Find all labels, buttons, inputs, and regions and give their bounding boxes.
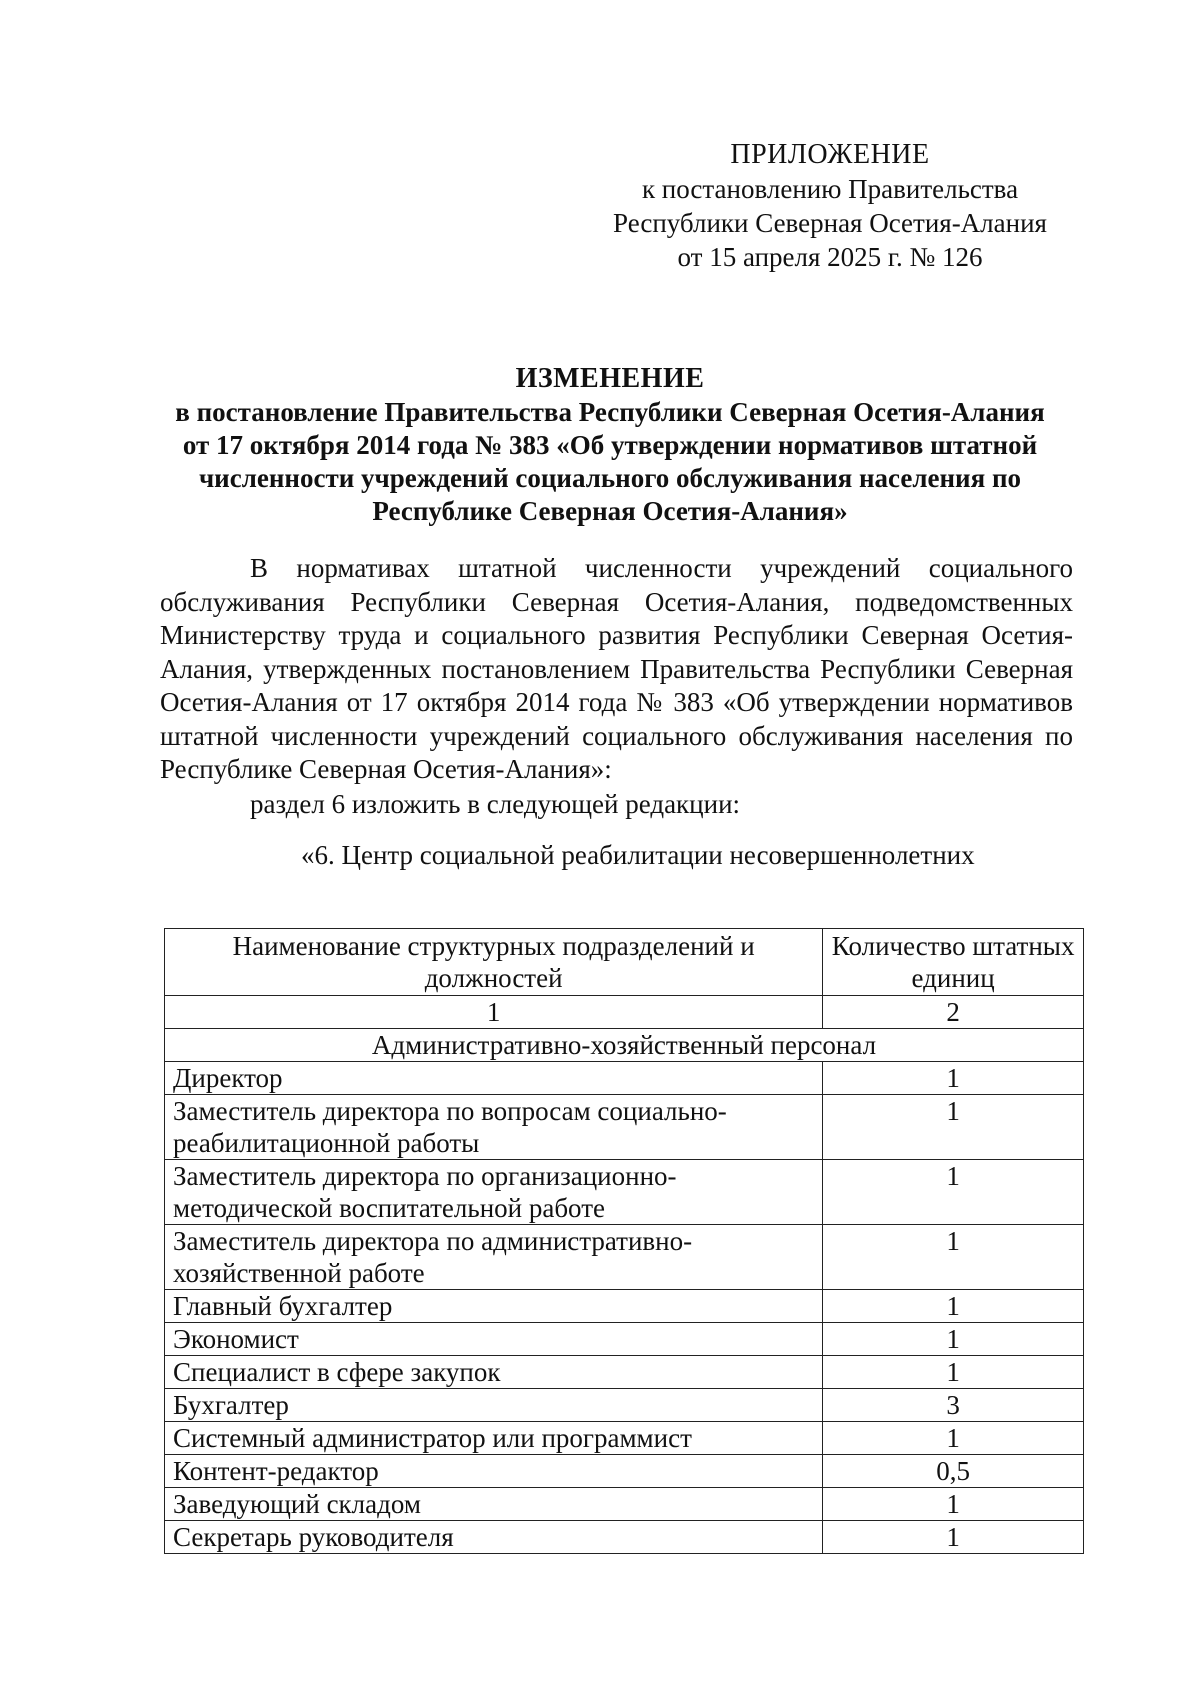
appendix-line-3: от 15 апреля 2025 г. № 126 xyxy=(677,242,983,272)
table-row xyxy=(165,1422,1084,1455)
table-row xyxy=(165,1521,1084,1554)
table-row xyxy=(165,1062,1084,1095)
position-name-cell: Главный бухгалтер xyxy=(165,1290,823,1323)
table-row xyxy=(165,1488,1084,1521)
table-row xyxy=(165,1290,1084,1323)
position-name-cell: Специалист в сфере закупок xyxy=(165,1356,823,1389)
table-header-row xyxy=(165,929,1084,996)
position-qty-cell: 1 xyxy=(823,1160,1084,1225)
table-row xyxy=(165,1225,1084,1290)
heading-line-4: Республике Северная Осетия-Алания» xyxy=(372,496,848,526)
document-heading xyxy=(150,362,1070,528)
position-name-cell: Бухгалтер xyxy=(165,1389,823,1422)
body-text xyxy=(160,552,1073,819)
position-qty-cell: 1 xyxy=(823,1521,1084,1554)
position-qty-cell: 1 xyxy=(823,1356,1084,1389)
position-qty-cell: 1 xyxy=(823,1323,1084,1356)
table-row xyxy=(165,1160,1084,1225)
position-name-cell: Экономист xyxy=(165,1323,823,1356)
position-name-cell: Секретарь руководителя xyxy=(165,1521,823,1554)
position-qty-cell: 3 xyxy=(823,1389,1084,1422)
position-name-cell: Заместитель директора по вопросам социально-реабилитационной работы xyxy=(165,1095,823,1160)
position-name-cell: Директор xyxy=(165,1062,823,1095)
heading-line-1: в постановление Правительства Республики Северная Осетия-Алания xyxy=(175,397,1045,427)
body-paragraph: В нормативах штатной численности учреждений социального обслуживания Республики Северная Осетия-Алания, подведомственных Министерству труда и социального развития Республики Северная Осетия-Алания, утвержденных постановлением Правительства Республики Северная Осетия-Алания от 17 октября 2014 года № 383 «Об утверждении нормативов штатной численности учреждений социального обслуживания населения по Республике Северная Осетия-Алания»: xyxy=(160,553,1073,784)
table-row xyxy=(165,1323,1084,1356)
header-qty-cell: Количество штатных единиц xyxy=(823,929,1084,996)
heading-line-2: от 17 октября 2014 года № 383 «Об утверждении нормативов штатной xyxy=(182,430,1038,460)
table-row xyxy=(165,1356,1084,1389)
position-qty-cell: 0,5 xyxy=(823,1455,1084,1488)
table-number-row xyxy=(165,996,1084,1029)
position-qty-cell: 1 xyxy=(823,1095,1084,1160)
heading-title: ИЗМЕНЕНИЕ xyxy=(515,363,705,394)
group-title-cell: Административно-хозяйственный персонал xyxy=(165,1029,1084,1062)
table-row xyxy=(165,1455,1084,1488)
section-title: «6. Центр социальной реабилитации несовершеннолетних xyxy=(301,840,975,870)
position-qty-cell: 1 xyxy=(823,1062,1084,1095)
appendix-title: ПРИЛОЖЕНИЕ xyxy=(730,139,930,170)
staff-table xyxy=(164,928,1084,1554)
position-qty-cell: 1 xyxy=(823,1290,1084,1323)
header-name-cell: Наименование структурных подразделений и должностей xyxy=(165,929,823,996)
position-name-cell: Контент-редактор xyxy=(165,1455,823,1488)
position-name-cell: Заместитель директора по организационно-методической воспитательной работе xyxy=(165,1160,823,1225)
appendix-line-1: к постановлению Правительства xyxy=(641,174,1019,204)
appendix-block xyxy=(560,138,1100,274)
column-number-1: 1 xyxy=(165,996,823,1029)
position-qty-cell: 1 xyxy=(823,1225,1084,1290)
table-row xyxy=(165,1095,1084,1160)
position-qty-cell: 1 xyxy=(823,1488,1084,1521)
table-row xyxy=(165,1389,1084,1422)
heading-line-3: численности учреждений социального обслуживания населения по xyxy=(198,463,1022,493)
edit-instruction: раздел 6 изложить в следующей редакции: xyxy=(250,789,741,819)
table-group-row xyxy=(165,1029,1084,1062)
position-name-cell: Системный администратор или программист xyxy=(165,1422,823,1455)
appendix-line-2: Республики Северная Осетия-Алания xyxy=(613,208,1047,238)
position-name-cell: Заместитель директора по административно-хозяйственной работе xyxy=(165,1225,823,1290)
position-name-cell: Заведующий складом xyxy=(165,1488,823,1521)
column-number-2: 2 xyxy=(823,996,1084,1029)
position-qty-cell: 1 xyxy=(823,1422,1084,1455)
